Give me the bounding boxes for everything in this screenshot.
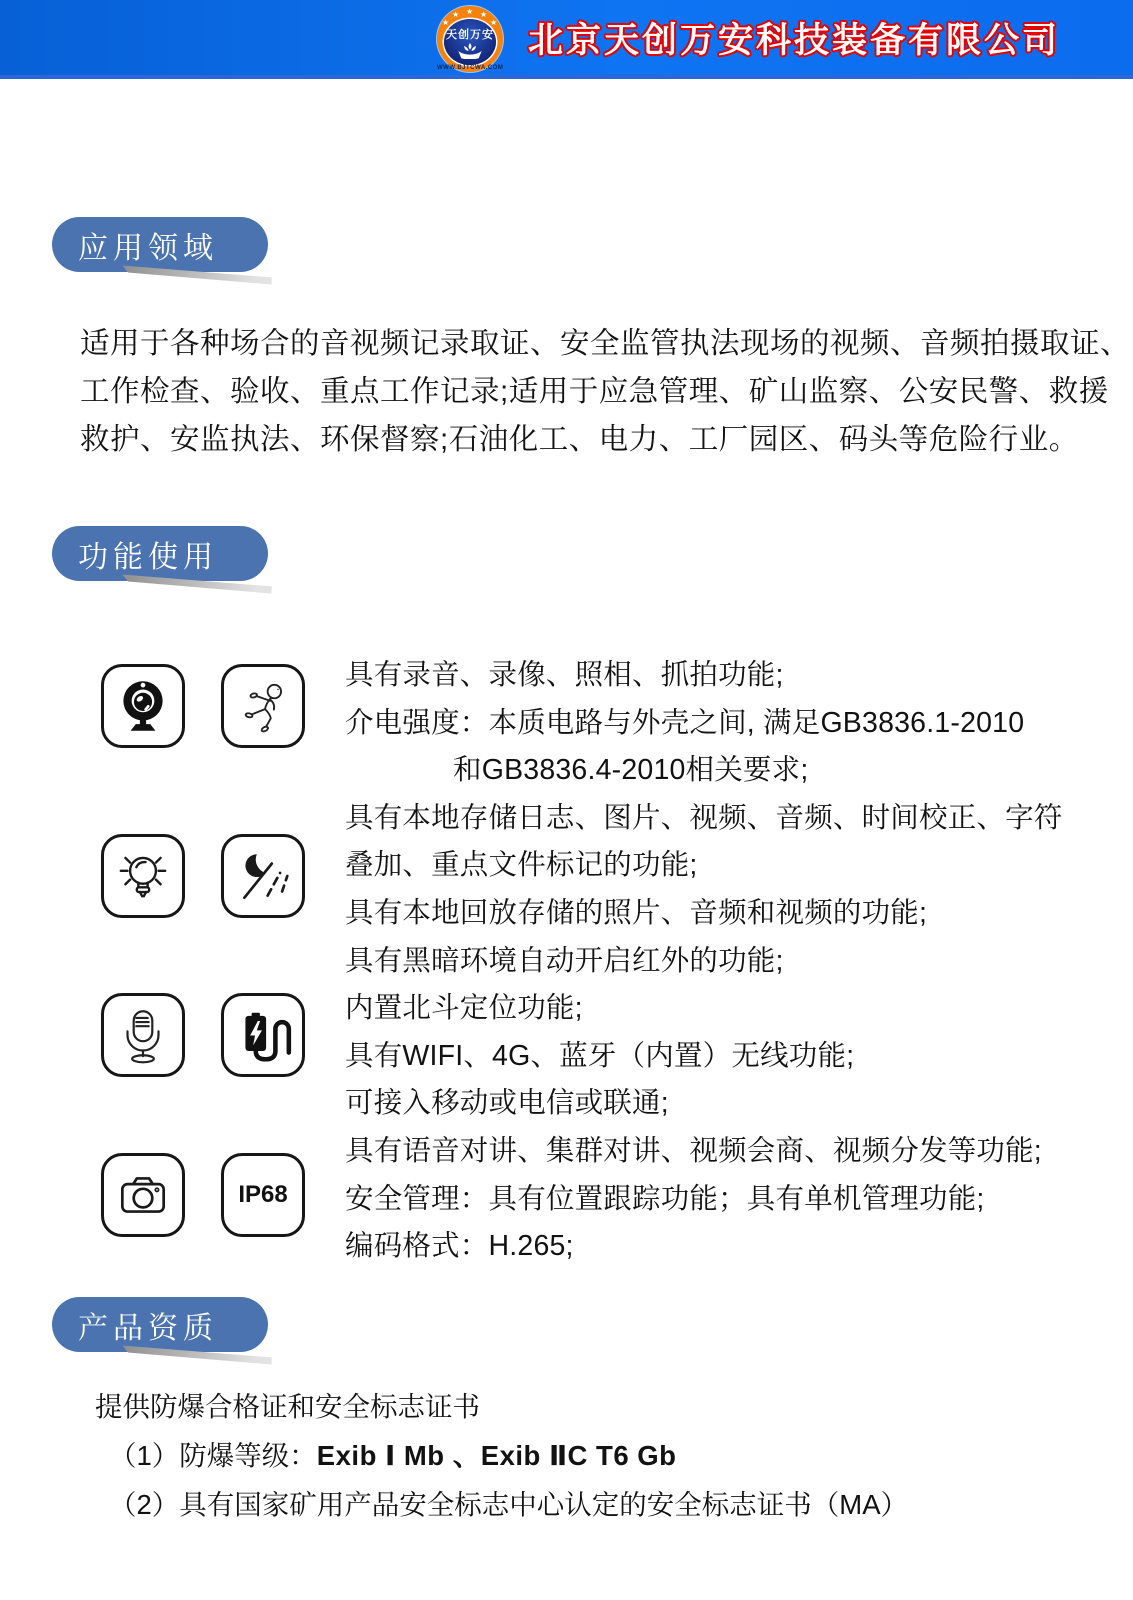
feature-line: 介电强度：本质电路与外壳之间, 满足GB3836.1-2010 (345, 706, 1025, 739)
logo-badge-text: 天创万安 (446, 29, 494, 41)
feature-line: 可接入移动或电信或联通; (345, 1087, 669, 1120)
qualification-item-1-value: Exib Ⅰ Mb 、Exib ⅡC T6 Gb (316, 1440, 677, 1471)
qualification-item-1-prefix: （1）防爆等级： (109, 1440, 317, 1471)
battery-charging-icon (221, 993, 305, 1077)
ip68-icon (221, 1153, 305, 1237)
feature-line: 编码格式：H.265; (345, 1230, 574, 1263)
night-vision-icon (221, 834, 305, 918)
qualification-item-1 (95, 1431, 1075, 1480)
feature-line: 和GB3836.4-2010相关要求; (453, 754, 809, 787)
logo-badge (444, 19, 496, 65)
microphone-icon (101, 993, 185, 1077)
paragraph-line: 工作检查、验收、重点工作记录;适用于应急管理、矿山监察、公安民警、救援 (80, 375, 1109, 408)
section-title: 应用领域 (78, 231, 218, 265)
feature-line: 内置北斗定位功能; (345, 992, 583, 1025)
feature-line: 具有录音、录像、照相、抓拍功能; (345, 659, 784, 691)
feature-line: 叠加、重点文件标记的功能; (345, 849, 698, 882)
qualification-intro: 提供防爆合格证和安全标志证书 (95, 1391, 480, 1422)
section-header-qualification (52, 1297, 268, 1352)
ip68-label: IP68 (238, 1181, 288, 1208)
logo-star-icon: ★ (452, 10, 460, 19)
paragraph-line: 适用于各种场合的音视频记录取证、安全监管执法现场的视频、音频拍摄取证、 (80, 327, 1131, 360)
running-person-icon (221, 664, 305, 748)
application-paragraph (80, 320, 1131, 464)
logo-star-icon: ★ (466, 7, 474, 16)
feature-line: 具有WIFI、4G、蓝牙（内置）无线功能; (345, 1039, 855, 1072)
qualification-list (95, 1382, 1075, 1529)
company-name: 北京天创万安科技装备有限公司 (528, 20, 1061, 60)
camera-icon (101, 1153, 185, 1237)
feature-line: 具有黑暗环境自动开启红外的功能; (345, 944, 784, 977)
logo-url-text: WWW.BJTCWA.COM (437, 65, 504, 71)
paragraph-line: 救护、安监执法、环保督察;石油化工、电力、工厂园区、码头等危险行业。 (80, 423, 1079, 456)
light-bulb-icon (101, 834, 185, 918)
company-logo (437, 6, 503, 72)
feature-line: 安全管理：具有位置跟踪功能；具有单机管理功能; (345, 1182, 985, 1215)
section-title: 功能使用 (78, 540, 218, 574)
logo-star-icon: ★ (490, 18, 498, 27)
header-bar (0, 0, 1133, 79)
feature-list (345, 652, 1105, 1271)
torch-emblem-icon (455, 43, 485, 59)
logo-star-icon: ★ (442, 18, 450, 27)
feature-line: 具有本地存储日志、图片、视频、音频、时间校正、字符 (345, 801, 1063, 834)
qualification-item-2: （2）具有国家矿用产品安全标志中心认定的安全标志证书（MA） (109, 1489, 909, 1520)
feature-line: 具有语音对讲、集群对讲、视频会商、视频分发等功能; (345, 1134, 1042, 1167)
webcam-icon (101, 664, 185, 748)
feature-line: 具有本地回放存储的照片、音频和视频的功能; (345, 896, 928, 929)
section-header-function (52, 526, 268, 581)
logo-star-icon: ★ (480, 10, 488, 19)
section-title: 产品资质 (78, 1311, 218, 1345)
section-header-application (52, 217, 268, 272)
